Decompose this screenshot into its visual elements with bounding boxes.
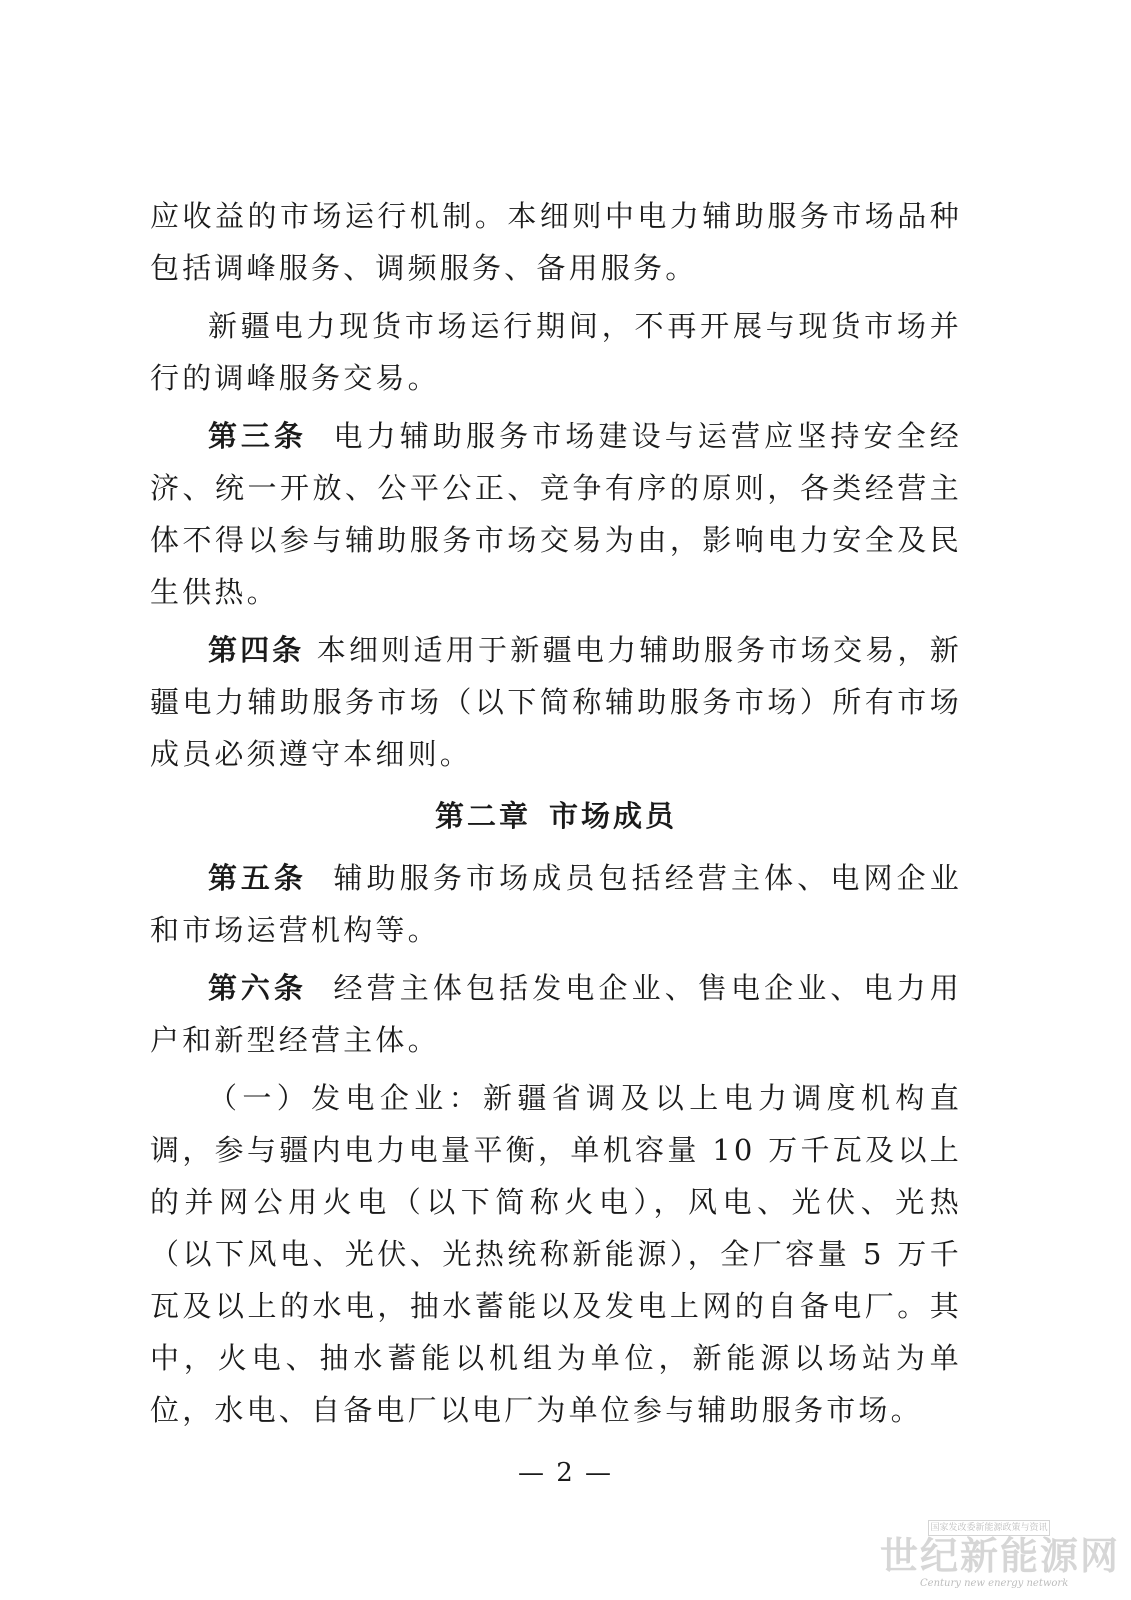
chapter-title: 市场成员	[549, 799, 678, 833]
paragraph-text: （一）发电企业：新疆省调及以上电力调度机构直调，参与疆内电力电量平衡，单机容量 10 万千瓦及以上的并网公用火电（以下简称火电），风电、光伏、光热（以下风电、光伏、光热统称新能源），全厂容量 5 万千瓦及以上的水电，抽水蓄能以及发电上网的自备电厂。其中，火电、抽水蓄能以机组为单位，新能源以场站为单位，水电、自备电厂以电厂为单位参与辅助服务市场。	[150, 1081, 962, 1427]
page-number: — 2 —	[517, 1458, 614, 1488]
article-lead: 第三条	[208, 419, 307, 453]
article-text: 经营主体包括发电企业、售电企业、电力用户和新型经营主体。	[150, 971, 962, 1057]
paragraph	[150, 300, 962, 404]
article-sixth	[150, 962, 962, 1066]
paragraph-text: 新疆电力现货市场运行期间，不再开展与现货市场并行的调峰服务交易。	[150, 309, 962, 395]
paragraph-item-one	[150, 1072, 962, 1436]
watermark-top-text: 国家发改委新能源政策与资讯	[928, 1520, 1050, 1536]
article-lead: 第六条	[208, 971, 307, 1005]
chapter-heading	[150, 790, 962, 842]
article-text: 辅助服务市场成员包括经营主体、电网企业和市场运营机构等。	[150, 861, 962, 947]
chapter-number: 第二章	[434, 799, 531, 833]
article-text: 电力辅助服务市场建设与运营应坚持安全经济、统一开放、公平公正、竞争有序的原则，各类经营主体不得以参与辅助服务市场交易为由，影响电力安全及民生供热。	[150, 419, 962, 609]
document-body	[150, 190, 962, 1436]
paragraph-continued	[150, 190, 962, 294]
watermark-logo	[880, 1520, 1120, 1592]
article-text: 本细则适用于新疆电力辅助服务市场交易，新疆电力辅助服务市场（以下简称辅助服务市场）所有市场成员必须遵守本细则。	[150, 633, 962, 771]
watermark-main-text: 世纪新能源网	[880, 1534, 1121, 1578]
article-lead: 第四条	[208, 633, 305, 667]
article-third	[150, 410, 962, 618]
article-lead: 第五条	[208, 861, 307, 895]
watermark-sub-text: Century new energy network	[920, 1578, 1069, 1589]
article-fifth	[150, 852, 962, 956]
article-fourth	[150, 624, 962, 780]
paragraph-text: 应收益的市场运行机制。本细则中电力辅助服务市场品种包括调峰服务、调频服务、备用服务。	[150, 199, 962, 285]
